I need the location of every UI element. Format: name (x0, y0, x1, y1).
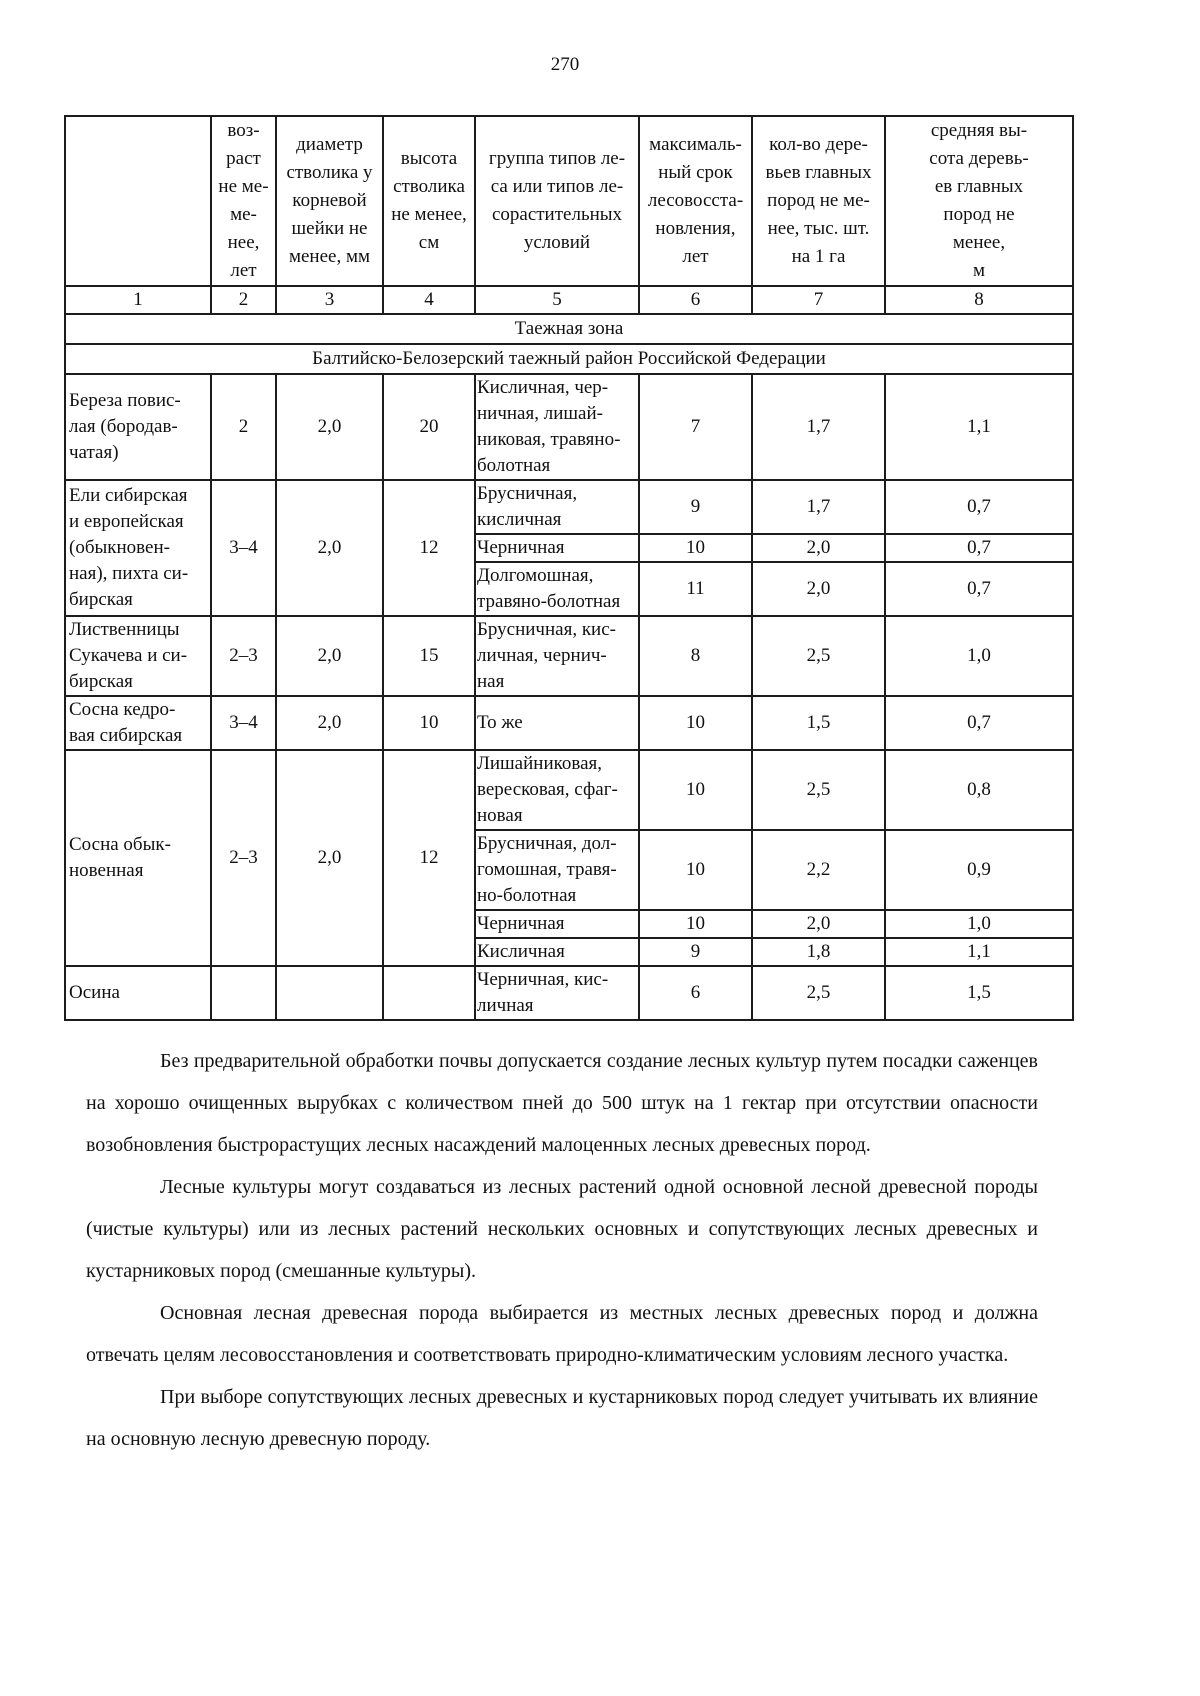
tree-count: 1,7 (752, 480, 885, 534)
age-value: 3–4 (211, 480, 276, 616)
table-row (65, 616, 1073, 696)
column-header-4: высота стволика не менее, см (383, 116, 475, 286)
forest-type: Кисличная, чер- ничная, лишай- никовая, травяно- болотная (475, 374, 639, 480)
reforestation-term: 10 (639, 910, 752, 938)
average-height: 0,7 (885, 562, 1073, 616)
column-number-4: 4 (383, 286, 475, 314)
page-number: 270 (550, 54, 580, 75)
column-header-5: группа типов ле- са или типов ле- сорастительных условий (475, 116, 639, 286)
tree-count: 2,5 (752, 616, 885, 696)
paragraph-1: Без предварительной обработки почвы допускается создание лесных культур путем посадки саженцев на хорошо очищенных вырубках с количеством пней до 500 штук на 1 гектар при отсутствии опасности возобновления быстрорастущих лесных насаждений малоценных лесных древесных пород. (86, 1050, 1038, 1156)
forest-type: Черничная (475, 910, 639, 938)
species-name: Сосна кедро- вая сибирская (65, 696, 211, 750)
forest-type: Кисличная (475, 938, 639, 966)
column-header-3: диаметр стволика у корневой шейки не менее, мм (276, 116, 383, 286)
table-header-row (65, 116, 1073, 286)
species-name: Береза повис- лая (бородав- чатая) (65, 374, 211, 480)
zone-label: Таежная зона (65, 314, 1073, 344)
average-height: 1,1 (885, 938, 1073, 966)
reforestation-term: 7 (639, 374, 752, 480)
age-value: 2–3 (211, 616, 276, 696)
table-row (65, 480, 1073, 534)
species-name: Сосна обык- новенная (65, 750, 211, 966)
column-header-7: кол-во дере- вьев главных пород не ме- нее, тыс. шт. на 1 га (752, 116, 885, 286)
forest-type: Брусничная, кисличная (475, 480, 639, 534)
tree-count: 2,0 (752, 534, 885, 562)
tree-count: 2,2 (752, 830, 885, 910)
average-height: 0,7 (885, 696, 1073, 750)
diameter-value: 2,0 (276, 374, 383, 480)
column-number-3: 3 (276, 286, 383, 314)
diameter-value: 2,0 (276, 750, 383, 966)
tree-count: 2,0 (752, 562, 885, 616)
diameter-value: 2,0 (276, 480, 383, 616)
region-row (65, 344, 1073, 374)
table-row (65, 750, 1073, 830)
height-value: 12 (383, 750, 475, 966)
reforestation-term: 10 (639, 750, 752, 830)
average-height: 1,1 (885, 374, 1073, 480)
tree-count: 2,5 (752, 966, 885, 1020)
reforestation-term: 8 (639, 616, 752, 696)
body-text (86, 1040, 1038, 1460)
age-value: 2 (211, 374, 276, 480)
column-header-8: средняя вы- сота деревь- ев главных пород не менее, м (885, 116, 1073, 286)
forest-type: Брусничная, кис- личная, чернич- ная (475, 616, 639, 696)
average-height: 1,0 (885, 910, 1073, 938)
reforestation-term: 9 (639, 480, 752, 534)
forest-type: Черничная, кис- личная (475, 966, 639, 1020)
reforestation-term: 10 (639, 696, 752, 750)
forest-type: Черничная (475, 534, 639, 562)
column-number-7: 7 (752, 286, 885, 314)
column-header-1 (65, 116, 211, 286)
reforestation-term: 6 (639, 966, 752, 1020)
forest-type: Лишайниковая, вересковая, сфаг- новая (475, 750, 639, 830)
tree-count: 2,5 (752, 750, 885, 830)
diameter-value (276, 966, 383, 1020)
average-height: 0,8 (885, 750, 1073, 830)
column-number-1: 1 (65, 286, 211, 314)
zone-row (65, 314, 1073, 344)
height-value: 12 (383, 480, 475, 616)
forest-type: Брусничная, дол- гомошная, травя- но-болотная (475, 830, 639, 910)
species-name: Ели сибирская и европейская (обыкновен- ная), пихта си- бирская (65, 480, 211, 616)
reforestation-term: 9 (639, 938, 752, 966)
column-number-8: 8 (885, 286, 1073, 314)
tree-count: 1,8 (752, 938, 885, 966)
tree-count: 1,5 (752, 696, 885, 750)
reforestation-table (64, 115, 1074, 1021)
column-number-6: 6 (639, 286, 752, 314)
region-label: Балтийско-Белозерский таежный район Российской Федерации (65, 344, 1073, 374)
height-value (383, 966, 475, 1020)
height-value: 20 (383, 374, 475, 480)
average-height: 0,7 (885, 534, 1073, 562)
average-height: 1,0 (885, 616, 1073, 696)
diameter-value: 2,0 (276, 696, 383, 750)
column-number-2: 2 (211, 286, 276, 314)
average-height: 1,5 (885, 966, 1073, 1020)
species-name: Лиственницы Сукачева и си- бирская (65, 616, 211, 696)
average-height: 0,7 (885, 480, 1073, 534)
table-row (65, 966, 1073, 1020)
height-value: 15 (383, 616, 475, 696)
height-value: 10 (383, 696, 475, 750)
age-value (211, 966, 276, 1020)
forest-type: Долгомошная, травяно-болотная (475, 562, 639, 616)
age-value: 2–3 (211, 750, 276, 966)
species-name: Осина (65, 966, 211, 1020)
paragraph-2: Лесные культуры могут создаваться из лесных растений одной основной лесной древесной породы (чистые культуры) или из лесных растений нескольких основных и сопутствующих лесных древесных и кустарниковых пород (смешанные культуры). (86, 1176, 1038, 1282)
tree-count: 1,7 (752, 374, 885, 480)
column-header-6: максималь- ный срок лесовосста- новления, лет (639, 116, 752, 286)
column-number-row (65, 286, 1073, 314)
diameter-value: 2,0 (276, 616, 383, 696)
average-height: 0,9 (885, 830, 1073, 910)
reforestation-term: 10 (639, 830, 752, 910)
column-header-2: воз- раст не ме- ме- нее, лет (211, 116, 276, 286)
paragraph-3: Основная лесная древесная порода выбирается из местных лесных древесных пород и должна отвечать целям лесовосстановления и соответствовать природно-климатическим условиям лесного участка. (86, 1302, 1038, 1366)
column-number-5: 5 (475, 286, 639, 314)
reforestation-term: 11 (639, 562, 752, 616)
age-value: 3–4 (211, 696, 276, 750)
table-row (65, 374, 1073, 480)
table-row (65, 696, 1073, 750)
tree-count: 2,0 (752, 910, 885, 938)
reforestation-term: 10 (639, 534, 752, 562)
paragraph-4: При выборе сопутствующих лесных древесных и кустарниковых пород следует учитывать их влияние на основную лесную древесную породу. (86, 1386, 1038, 1450)
forest-type: То же (475, 696, 639, 750)
